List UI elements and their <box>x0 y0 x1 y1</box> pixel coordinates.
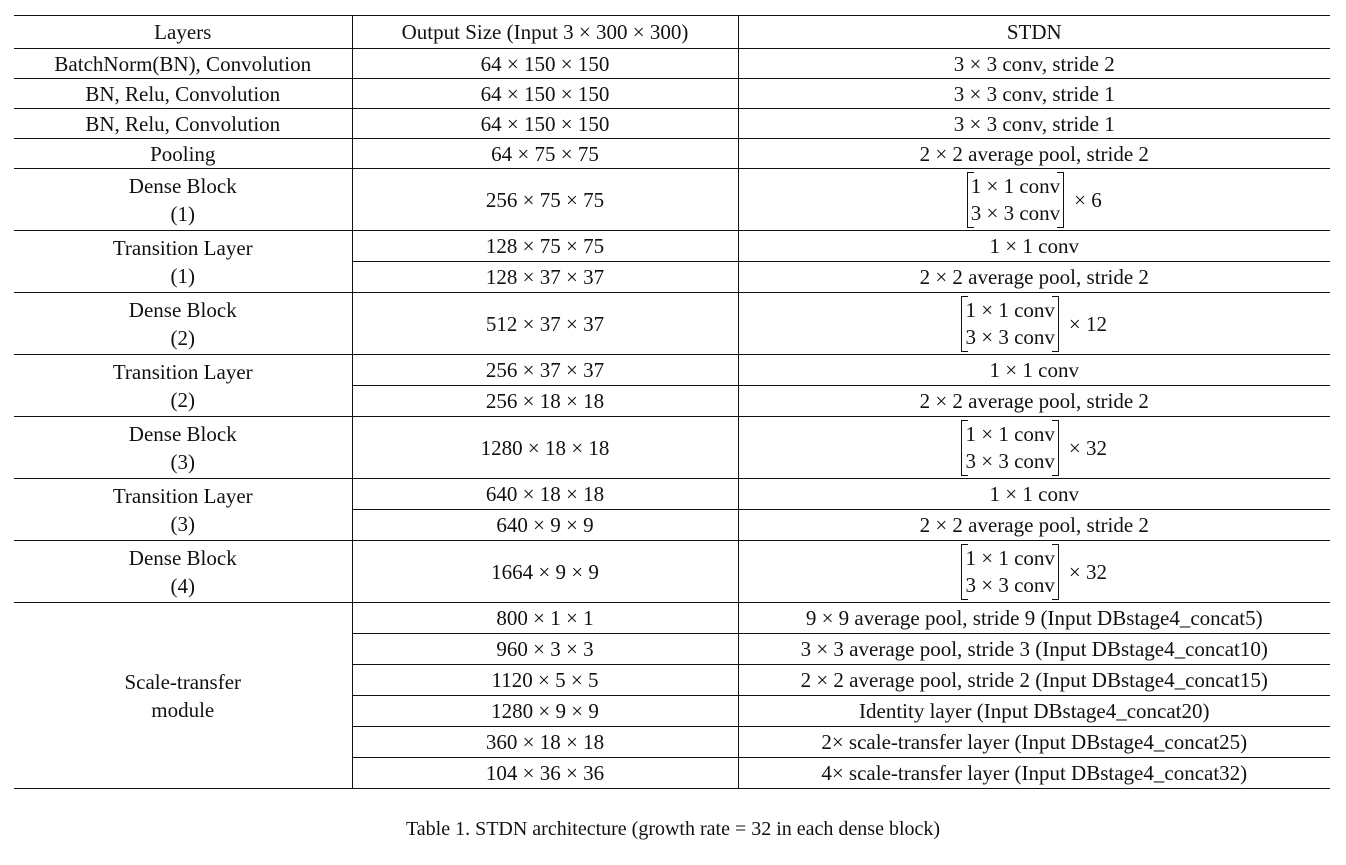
dense-block-index: (1) <box>170 201 195 226</box>
scale-transfer-name: Scale-transfer <box>124 669 242 694</box>
output-size-cell: 64 × 150 × 150 <box>352 109 738 139</box>
conv-matrix <box>961 420 1107 476</box>
stdn-cell: 3 × 3 conv, stride 1 <box>738 79 1330 109</box>
stdn-cell <box>738 541 1330 603</box>
layer-cell <box>14 169 352 231</box>
output-size-cell: 256 × 75 × 75 <box>352 169 738 231</box>
stdn-cell: 3 × 3 conv, stride 1 <box>738 109 1330 139</box>
transition-name: Transition Layer <box>112 359 253 384</box>
output-size-cell: 64 × 150 × 150 <box>352 79 738 109</box>
output-size-cell: 360 × 18 × 18 <box>352 727 738 758</box>
transition-row <box>14 479 1330 510</box>
dense-block-name: Dense Block <box>128 173 237 198</box>
matrix-line: 1 × 1 conv <box>970 173 1061 198</box>
stdn-cell: 2 × 2 average pool, stride 2 <box>738 386 1330 417</box>
matrix-line: 1 × 1 conv <box>965 545 1055 570</box>
repeat-multiplier: × 32 <box>1068 559 1107 584</box>
stdn-cell: 2 × 2 average pool, stride 2 <box>738 139 1330 169</box>
layer-cell <box>14 479 352 541</box>
layer-cell <box>14 231 352 293</box>
scale-transfer-row <box>14 603 1330 634</box>
matrix-line: 3 × 3 conv <box>970 200 1061 225</box>
output-size-cell: 960 × 3 × 3 <box>352 634 738 665</box>
output-size-cell: 1280 × 9 × 9 <box>352 696 738 727</box>
repeat-multiplier: × 6 <box>1074 187 1102 212</box>
dense-block-row <box>14 293 1330 355</box>
conv-matrix <box>961 296 1107 352</box>
stdn-cell: 1 × 1 conv <box>738 479 1330 510</box>
matrix-line: 3 × 3 conv <box>965 324 1055 349</box>
stdn-cell: 2 × 2 average pool, stride 2 <box>738 510 1330 541</box>
stdn-cell: 3 × 3 average pool, stride 3 (Input DBstage4_concat10) <box>738 634 1330 665</box>
output-size-cell: 512 × 37 × 37 <box>352 293 738 355</box>
stdn-cell <box>738 169 1330 231</box>
output-size-cell: 64 × 75 × 75 <box>352 139 738 169</box>
bracket <box>961 296 1058 352</box>
dense-block-index: (3) <box>170 449 195 474</box>
layer-cell <box>14 541 352 603</box>
table-row <box>14 49 1330 79</box>
table-row <box>14 109 1330 139</box>
repeat-multiplier: × 12 <box>1068 311 1107 336</box>
output-size-cell: 64 × 150 × 150 <box>352 49 738 79</box>
layer-cell <box>14 417 352 479</box>
transition-index: (1) <box>170 263 195 288</box>
bracket <box>961 544 1058 600</box>
dense-block-row <box>14 417 1330 479</box>
layer-cell: Pooling <box>14 139 352 169</box>
transition-name: Transition Layer <box>112 483 253 508</box>
bracket <box>961 420 1058 476</box>
stdn-cell: 2× scale-transfer layer (Input DBstage4_concat25) <box>738 727 1330 758</box>
stdn-cell <box>738 293 1330 355</box>
output-size-cell: 128 × 75 × 75 <box>352 231 738 262</box>
stdn-cell: 4× scale-transfer layer (Input DBstage4_concat32) <box>738 758 1330 789</box>
matrix-line: 1 × 1 conv <box>965 297 1055 322</box>
layer-cell <box>14 355 352 417</box>
dense-block-row <box>14 541 1330 603</box>
header-layers: Layers <box>14 16 352 49</box>
stdn-cell: 3 × 3 conv, stride 2 <box>738 49 1330 79</box>
stdn-cell: 1 × 1 conv <box>738 231 1330 262</box>
transition-name: Transition Layer <box>112 235 253 260</box>
output-size-cell: 256 × 18 × 18 <box>352 386 738 417</box>
output-size-cell: 640 × 9 × 9 <box>352 510 738 541</box>
output-size-cell: 1664 × 9 × 9 <box>352 541 738 603</box>
architecture-table <box>14 15 1330 789</box>
layer-cell: BN, Relu, Convolution <box>14 79 352 109</box>
dense-block-row <box>14 169 1330 231</box>
output-size-cell: 640 × 18 × 18 <box>352 479 738 510</box>
layer-cell: BatchNorm(BN), Convolution <box>14 49 352 79</box>
output-size-cell: 1120 × 5 × 5 <box>352 665 738 696</box>
dense-block-name: Dense Block <box>128 421 237 446</box>
matrix-line: 3 × 3 conv <box>965 572 1055 597</box>
table-caption: Table 1. STDN architecture (growth rate = 32 in each dense block) <box>405 818 941 840</box>
table-header-row <box>14 16 1330 49</box>
matrix-line: 1 × 1 conv <box>965 421 1055 446</box>
layer-cell <box>14 603 352 789</box>
dense-block-name: Dense Block <box>128 545 237 570</box>
stdn-cell: 1 × 1 conv <box>738 355 1330 386</box>
matrix-line: 3 × 3 conv <box>965 448 1055 473</box>
dense-block-index: (4) <box>170 573 195 598</box>
stdn-cell: 2 × 2 average pool, stride 2 (Input DBstage4_concat15) <box>738 665 1330 696</box>
output-size-cell: 104 × 36 × 36 <box>352 758 738 789</box>
header-stdn: STDN <box>738 16 1330 49</box>
stdn-cell: Identity layer (Input DBstage4_concat20) <box>738 696 1330 727</box>
output-size-cell: 800 × 1 × 1 <box>352 603 738 634</box>
conv-matrix <box>961 544 1107 600</box>
output-size-cell: 128 × 37 × 37 <box>352 262 738 293</box>
header-output-size: Output Size (Input 3 × 300 × 300) <box>352 16 738 49</box>
repeat-multiplier: × 32 <box>1068 435 1107 460</box>
transition-row <box>14 355 1330 386</box>
layer-cell <box>14 293 352 355</box>
dense-block-name: Dense Block <box>128 297 237 322</box>
bracket <box>967 172 1064 228</box>
conv-matrix <box>967 172 1102 228</box>
table-row <box>14 139 1330 169</box>
output-size-cell: 256 × 37 × 37 <box>352 355 738 386</box>
stdn-cell: 2 × 2 average pool, stride 2 <box>738 262 1330 293</box>
stdn-cell: 9 × 9 average pool, stride 9 (Input DBstage4_concat5) <box>738 603 1330 634</box>
layer-cell: BN, Relu, Convolution <box>14 109 352 139</box>
output-size-cell: 1280 × 18 × 18 <box>352 417 738 479</box>
transition-index: (2) <box>170 387 195 412</box>
transition-row <box>14 231 1330 262</box>
transition-index: (3) <box>170 511 195 536</box>
dense-block-index: (2) <box>170 325 195 350</box>
stdn-cell <box>738 417 1330 479</box>
scale-transfer-name-2: module <box>151 697 215 722</box>
table-row <box>14 79 1330 109</box>
